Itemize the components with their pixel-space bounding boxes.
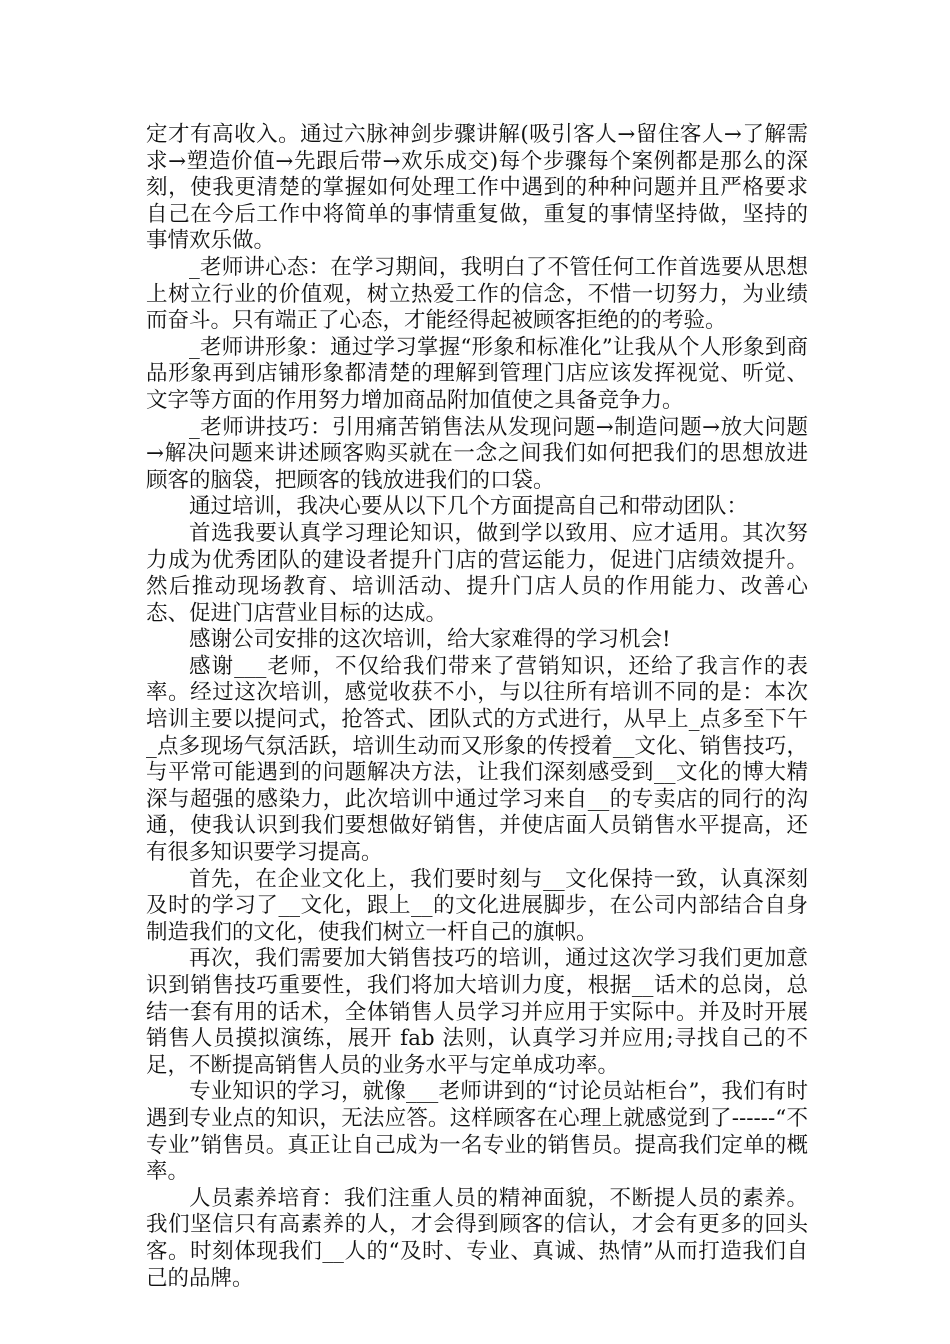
paragraph-staff-quality: 人员素养培育：我们注重人员的精神面貌，不断提人员的素养。我们坚信只有高素养的人，才会得到顾客的信认，才会有更多的回头客。时刻体现我们__人的“及时、专业、真诚、热情”从而打造我们自己的品牌。 (146, 1185, 808, 1291)
paragraph-skills: _老师讲技巧：引用痛苦销售法从发现问题→制造问题→放大问题→解决问题来讲述顾客购买就在一念之间我们如何把我们的思想放进顾客的脑袋，把顾客的钱放进我们的口袋。 (146, 414, 808, 493)
paragraph-thanks-teacher: 感谢___老师，不仅给我们带来了营销知识，还给了我言作的表率。经过这次培训，感觉收获不小，与以往所有培训不同的是：本次培训主要以提问式，抢答式、团队式的方式进行，从早上_点多至下午_点多现场气氛活跃，培训生动而又形象的传授着__文化、销售技巧，与平常可能遇到的问题解决方法，让我们深刻感受到__文化的博大精深与超强的感染力，此次培训中通过学习来自__的专卖店的同行的沟通，使我认识到我们要想做好销售，并使店面人员销售水平提高，还有很多知识要学习提高。 (146, 653, 808, 866)
paragraph-image: _老师讲形象：通过学习掌握“形象和标准化”让我从个人形象到商品形象再到店铺形象都清楚的理解到管理门店应该发挥视觉、听觉、文字等方面的作用努力增加商品附加值使之具备竞争力。 (146, 334, 808, 413)
paragraph-mindset: _老师讲心态：在学习期间，我明白了不管任何工作首选要从思想上树立行业的价值观，树立热爱工作的信念，不惜一切努力，为业绩而奋斗。只有端正了心态，才能经得起被顾客拒绝的的考验。 (146, 254, 808, 334)
document-page (146, 122, 808, 1292)
paragraph-sales-skills: 再次，我们需要加大销售技巧的培训，通过这次学习我们更加意识到销售技巧重要性，我们将加大培训力度，根据__话术的总岗，总结一套有用的话术，全体销售人员学习并应用于实际中。并及时开展销售人员摸拟演练，展开 fab 法则，认真学习并应用;寻找自己的不足，不断提高销售人员的业务水平与定单成功率。 (146, 946, 808, 1078)
paragraph-resolution: 通过培训，我决心要从以下几个方面提高自己和带动团队： (189, 494, 749, 520)
paragraph-professional-knowledge: 专业知识的学习，就像___老师讲到的“讨论员站柜台”，我们有时遇到专业点的知识，无法应答。这样顾客在心理上就感觉到了------“不专业”销售员。真正让自己成为一名专业的销售员。提高我们定单的概率。 (146, 1079, 808, 1185)
paragraph-theory-study: 首选我要认真学习理论知识，做到学以致用、应才适用。其次努力成为优秀团队的建设者提升门店的营运能力，促进门店绩效提升。然后推动现场教育、培训活动、提升门店人员的作用能力、改善心态、促进门店营业目标的达成。 (146, 520, 808, 626)
paragraph-training-steps: 定才有高收入。通过六脉神剑步骤讲解(吸引客人→留住客人→了解需求→塑造价值→先跟后带→欢乐成交)每个步骤每个案例都是那么的深刻，使我更清楚的掌握如何处理工作中遇到的种种问题并且严格要求自己在今后工作中将简单的事情重复做，重复的事情坚持做，坚持的事情欢乐做。 (146, 122, 808, 254)
paragraph-culture: 首先，在企业文化上，我们要时刻与__文化保持一致，认真深刻及时的学习了__文化，跟上__的文化进展脚步，在公司内部结合自身制造我们的文化，使我们树立一杆自己的旗帜。 (146, 866, 808, 945)
paragraph-thanks-company: 感谢公司安排的这次培训，给大家难得的学习机会! (189, 627, 671, 653)
